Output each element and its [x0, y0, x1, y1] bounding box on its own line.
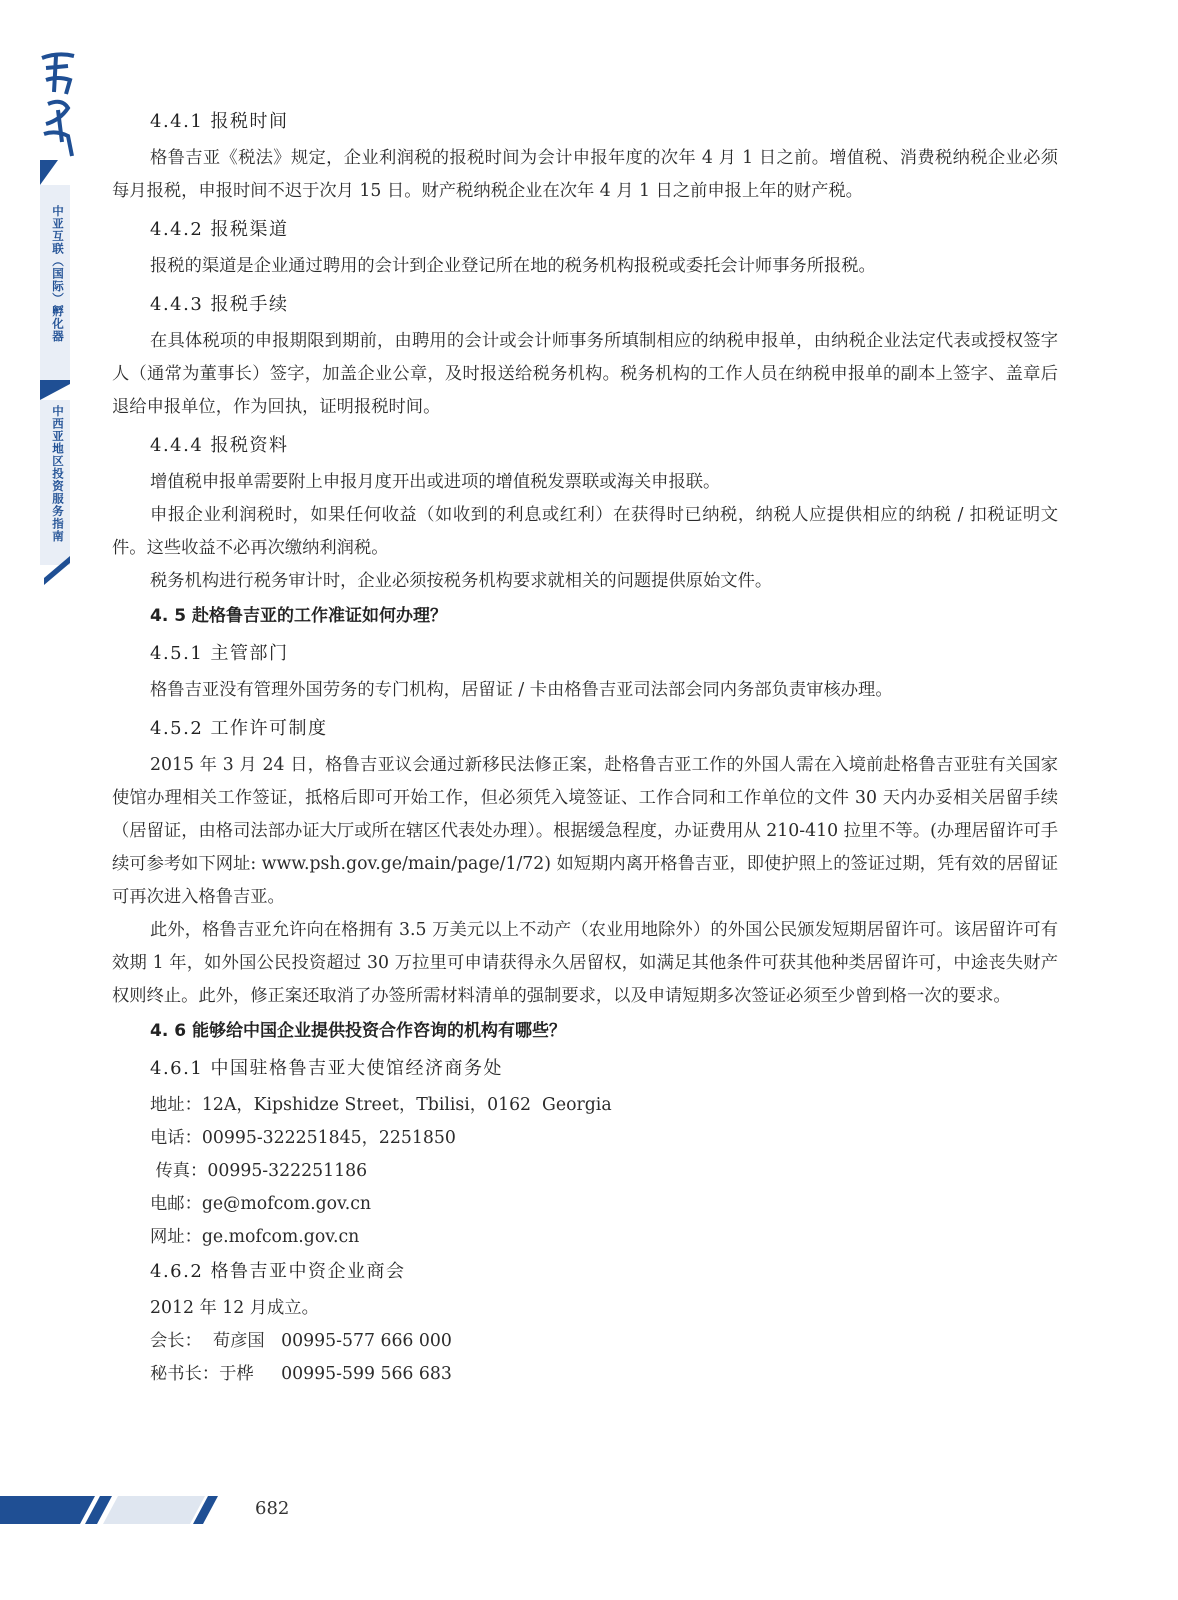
- section-heading-4-4-1: 4.4.1 报税时间: [150, 111, 289, 132]
- section-heading-4-6: 4. 6 能够给中国企业提供投资合作咨询的机构有哪些？: [150, 1021, 566, 1041]
- embassy-website: 网址：ge.mofcom.gov.cn: [150, 1227, 360, 1247]
- section-heading-4-6-1: 4.6.1 中国驻格鲁吉亚大使馆经济商务处: [150, 1058, 504, 1079]
- paragraph-tax-channel: 报税的渠道是企业通过聘用的会计到企业登记所在地的税务机构报税或委托会计师事务所报税。: [150, 256, 876, 276]
- chamber-secretary: 秘书长：于桦 00995-599 566 683: [150, 1364, 452, 1384]
- embassy-address: 地址：12A，Kipshidze Street，Tbilisi，0162 Georgia: [150, 1095, 612, 1115]
- paragraph-tax-materials-2: 申报企业利润税时，如果任何收益（如收到的利息或红利）在获得时已纳税，纳税人应提供相应的纳税 / 扣税证明文件。这些收益不必再次缴纳利润税。: [112, 505, 1058, 558]
- chamber-president: 会长： 荀彦国 00995-577 666 000: [150, 1331, 452, 1351]
- paragraph-tax-procedure: 在具体税项的申报期限到期前，由聘用的会计或会计师事务所填制相应的纳税申报单，由纳税企业法定代表或授权签字人（通常为董事长）签字，加盖企业公章，及时报送给税务机构。税务机构的工作人员在纳税申报单的副本上签字、盖章后退给申报单位，作为回执，证明报税时间。: [112, 331, 1058, 417]
- embassy-fax: 传真：00995-322251186: [150, 1161, 368, 1181]
- paragraph-work-permit-2: 此外，格鲁吉亚允许向在格拥有 3.5 万美元以上不动产（农业用地除外）的外国公民颁发短期居留许可。该居留许可有效期 1 年，如外国公民投资超过 30 万拉里可申请获得永久居留权，如满足其他条件可获其他种类居留许可，中途丧失财产权则终止。此外，修正案还取消了办签所需材料清单的强制要求，以及申请短期多次签证必须至少曾到格一次的要求。: [112, 920, 1058, 1006]
- chamber-founded: 2012 年 12 月成立。: [150, 1298, 319, 1318]
- section-heading-4-6-2: 4.6.2 格鲁吉亚中资企业商会: [150, 1261, 406, 1282]
- section-heading-4-4-2: 4.4.2 报税渠道: [150, 219, 289, 240]
- side-series-title: 中亚互联（国际）孵化器: [51, 205, 65, 343]
- section-heading-4-4-3: 4.4.3 报税手续: [150, 294, 289, 315]
- page-number: 682: [255, 1498, 290, 1519]
- page-body: [112, 104, 1058, 1391]
- section-heading-4-5-2: 4.5.2 工作许可制度: [150, 718, 328, 739]
- paragraph-authority: 格鲁吉亚没有管理外国劳务的专门机构，居留证 / 卡由格鲁吉亚司法部会同内务部负责审核办理。: [150, 680, 893, 700]
- section-heading-4-5-1: 4.5.1 主管部门: [150, 643, 289, 664]
- paragraph-work-permit-1: 2015 年 3 月 24 日，格鲁吉亚议会通过新移民法修正案，赴格鲁吉亚工作的外国人需在入境前赴格鲁吉亚驻有关国家使馆办理相关工作签证，抵格后即可开始工作，但必须凭入境签证、工作合同和工作单位的文件 30 天内办妥相关居留手续（居留证，由格司法部办证大厅或所在辖区代表处办理）。根据缓急程度，办证费用从 210-410 拉里不等。(办理居留许可手续可参考如下网址: www.psh.gov.ge/main/page/1/72) 如短期内离开格鲁吉亚，即使护照上的签证过期，凭有效的居留证可再次进入格鲁吉亚。: [112, 755, 1058, 907]
- paragraph-tax-materials-1: 增值税申报单需要附上申报月度开出或进项的增值税发票联或海关申报联。: [150, 472, 721, 492]
- paragraph-tax-time: 格鲁吉亚《税法》规定，企业利润税的报税时间为会计申报年度的次年 4 月 1 日之前。增值税、消费税纳税企业必须每月报税，申报时间不迟于次月 15 日。财产税纳税企业在次年 4 月 1 日之前申报上年的财产税。: [112, 148, 1058, 201]
- footer-stripes: [0, 1490, 230, 1530]
- section-heading-4-5: 4. 5 赴格鲁吉亚的工作准证如何办理？: [150, 606, 447, 626]
- paragraph-tax-materials-3: 税务机构进行税务审计时，企业必须按税务机构要求就相关的问题提供原始文件。: [150, 571, 773, 591]
- embassy-email: 电邮：ge@mofcom.gov.cn: [150, 1194, 372, 1214]
- section-heading-4-4-4: 4.4.4 报税资料: [150, 435, 289, 456]
- belt-road-logo: [38, 50, 78, 160]
- side-book-title: 中西亚地区投资服务指南: [51, 405, 65, 543]
- embassy-phone: 电话：00995-322251845，2251850: [150, 1128, 456, 1148]
